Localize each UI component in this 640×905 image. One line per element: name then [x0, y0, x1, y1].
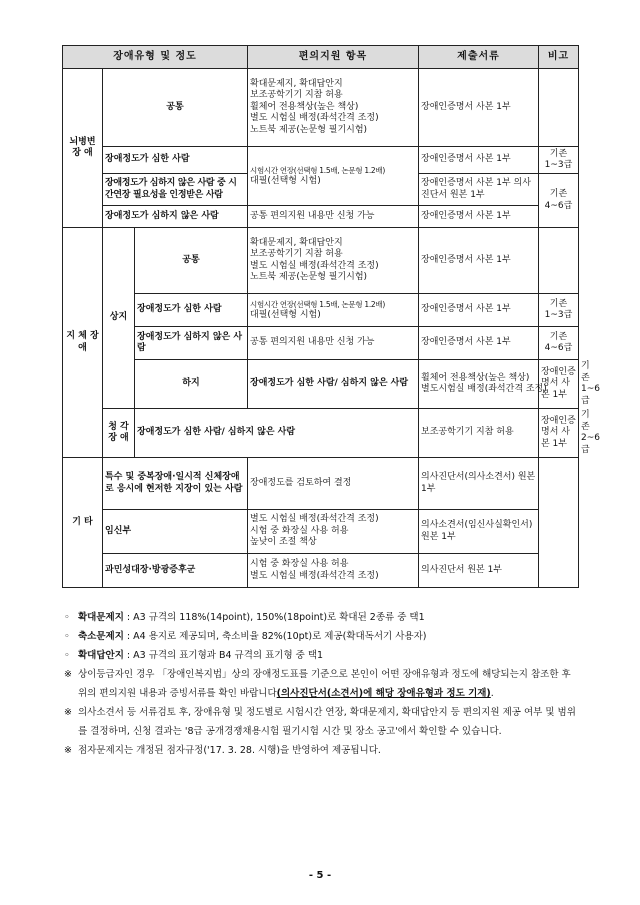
list-item: 보조공학기기 지참 허용	[250, 90, 343, 101]
note-review	[64, 703, 580, 741]
row-label: 장애정도가 심하지 않은 사람	[103, 206, 248, 228]
list-item: 노트북 제공(논문형 필기시험)	[250, 272, 368, 282]
row-label: 장애정도가 심한 사람/ 심하지 않은 사람	[248, 360, 419, 409]
list-item: 별도 시험실 배정(좌석간격 조정)	[250, 514, 379, 525]
note-term: 축소문제지	[78, 631, 124, 642]
list-item: 대필(선택형 시험)	[250, 310, 321, 320]
note-text: 의사소견서 등 서류검토 후, 장애유형 및 정도별로 시험시간 연장, 확대문제지, 확대답안지 등 편의지원 제공 여부 및 범위를 결정하며, 신청 결과는 '8급 공개경쟁채용시험 필기시험 시간 및 장소 공고'에서 확인할 수 있습니다.	[78, 707, 576, 737]
table-row	[63, 554, 579, 588]
list-item: 시험시간 연장(선택형 1.5배, 논문형 1.2배)	[250, 165, 385, 175]
bullet-icon: ◦	[64, 612, 70, 623]
items-cell: 공통 편의지원 내용만 신청 가능	[248, 206, 419, 228]
reference-mark-icon: ※	[64, 669, 72, 680]
items-cell	[248, 147, 419, 206]
note-term: 확대문제지	[78, 612, 124, 623]
note-text: 점자문제지는 개정된 점자규정('17. 3. 28. 시행)을 반영하여 제공됩니다.	[78, 745, 381, 756]
bullet-icon: ◦	[64, 650, 70, 661]
items-cell	[248, 510, 419, 554]
note-braille	[64, 741, 580, 760]
list-item: 별도 시험실 배정(좌석간격 조정)	[250, 113, 379, 124]
docs-cell: 장애인증명서 사본 1부	[419, 147, 539, 174]
table-row	[63, 458, 579, 510]
list-item: 휠체어 전용책상(높은 책상)	[421, 372, 530, 383]
list-item: 시험 중 화장실 사용 허용	[250, 525, 349, 536]
category-limb: 지 체 장 애	[63, 228, 103, 458]
docs-cell: 의사진단서 원본 1부	[419, 554, 539, 588]
items-cell	[248, 554, 419, 588]
table-row	[63, 69, 579, 147]
note-veterans	[64, 665, 580, 703]
items-cell	[248, 228, 419, 294]
list-item: 확대문제지, 확대답안지	[250, 237, 343, 248]
list-item: 시험 중 화장실 사용 허용	[250, 559, 349, 569]
row-label: 공통	[135, 228, 248, 294]
note-text: .	[490, 688, 494, 699]
items-cell: 보조공학기기 지참 허용	[419, 409, 539, 458]
reference-mark-icon: ※	[64, 745, 72, 756]
row-label: 장애정도가 심한 사람	[135, 294, 248, 327]
note-cell	[539, 228, 579, 294]
subcategory-upper: 상지	[103, 228, 135, 409]
note-term: 확대답안지	[78, 650, 124, 661]
category-hearing: 청 각 장 애	[103, 409, 135, 458]
note-text: : A3 규격의 118%(14point), 150%(18point)로 확대된 2종류 중 택1	[123, 612, 425, 623]
items-cell	[419, 360, 547, 409]
list-item: 보조공학기기 지참 허용	[250, 249, 343, 259]
row-label: 장애정도가 심한 사람/ 심하지 않은 사람	[135, 409, 419, 458]
docs-cell: 장애인증명서 사본 1부	[419, 294, 539, 327]
row-label: 임신부	[103, 510, 248, 554]
list-item: 휠체어 전용책상(높은 책상)	[250, 101, 359, 112]
reference-mark-icon: ※	[64, 707, 72, 718]
items-cell: 장애정도를 검토하여 결정	[248, 458, 419, 510]
header-docs: 제출서류	[419, 46, 539, 69]
list-item: 확대문제지, 확대답안지	[250, 78, 343, 89]
note-cell	[539, 458, 579, 588]
note-cell: 기존 1~3급	[539, 294, 579, 327]
items-cell	[248, 294, 419, 327]
note-text: : A4 용지로 제공되며, 축소비율 82%(10pt)로 제공(확대독서기 사용자)	[123, 631, 427, 642]
table-row	[63, 327, 579, 360]
note-cell: 기존 4~6급	[539, 174, 579, 228]
bullet-icon: ◦	[64, 631, 70, 642]
header-note: 비고	[539, 46, 579, 69]
header-items: 편의지원 항목	[248, 46, 419, 69]
table-row: 청 각 장 애 장애정도가 심한 사람/ 심하지 않은 사람 보조공학기기 지참 허용 장애인증명서 사본 1부 기존 2~6급	[63, 409, 579, 458]
docs-cell: 장애인증명서 사본 1부	[419, 206, 539, 228]
items-cell	[248, 69, 419, 147]
docs-cell: 장애인증명서 사본 1부	[539, 409, 579, 458]
note-text: : A3 규격의 표기형과 B4 규격의 표기형 중 택1	[123, 650, 324, 661]
subcategory-lower: 하지	[135, 360, 248, 409]
table-row	[63, 228, 579, 294]
row-label: 공통	[103, 69, 248, 147]
list-item: 대필(선택형 시험)	[250, 176, 321, 186]
docs-cell: 장애인증명서 사본 1부	[419, 327, 539, 360]
note-enlarged-paper	[64, 608, 580, 627]
note-text: 상이등급자인 경우 「장애인복지법」상의 장애정도표를 기준으로 본인이 어떤 장애유형과 정도에 해당되는지 참조한 후 위의 편의지원 내용과 증빙서류를 확인 바랍니다	[78, 669, 571, 699]
note-cell	[539, 69, 579, 147]
table-row	[63, 294, 579, 327]
docs-cell: 장애인증명서 사본 1부	[419, 69, 539, 147]
row-label: 장애정도가 심하지 않은 사람 중 시간연장 필요성을 인정받은 사람	[103, 174, 248, 206]
table-row	[63, 147, 579, 174]
row-label: 과민성대장·방광증후군	[103, 554, 248, 588]
list-item: 높낮이 조절 책상	[250, 537, 317, 548]
support-table	[62, 45, 600, 588]
category-other: 기 타	[63, 458, 103, 588]
note-cell: 기존 4~6급	[539, 327, 579, 360]
list-item: 시험시간 연장(선택형 1.5배, 논문형 1.2배)	[250, 299, 385, 309]
row-label: 특수 및 중복장애·일시적 신체장애로 응시에 현저한 지장이 있는 사람	[103, 458, 248, 510]
note-cell: 기존 1~3급	[539, 147, 579, 174]
list-item: 별도 시험실 배정(좌석간격 조정)	[250, 260, 379, 271]
table-row	[63, 510, 579, 554]
row-label: 장애정도가 심하지 않은 사람	[135, 327, 248, 360]
note-enlarged-answer	[64, 646, 580, 665]
table-row	[63, 206, 579, 228]
docs-cell: 의사진단서(의사소견서) 원본 1부	[419, 458, 539, 510]
list-item: 노트북 제공(논문형 필기시험)	[250, 124, 368, 135]
list-item: 별도시험실 배정(좌석간격 조정)	[421, 384, 547, 394]
row-label: 장애정도가 심한 사람	[103, 147, 248, 174]
note-emphasis: (의사진단서(소견서)에 해당 장애유형과 정도 기재)	[276, 688, 491, 699]
table-row: 하지 장애정도가 심한 사람/ 심하지 않은 사람 휠체어 전용책상(높은 책상) 별도시험실 배정(좌석간격 조정) 장애인증명서 사본 1부 기존 1~6급	[63, 360, 579, 409]
category-brain: 뇌병변 장 애	[63, 69, 103, 228]
page-number: - 5 -	[308, 870, 332, 881]
docs-cell: 장애인증명서 사본 1부	[419, 228, 539, 294]
table-header-row	[63, 46, 579, 69]
docs-cell: 의사소견서(임신사실확인서) 원본 1부	[419, 510, 539, 554]
header-type: 장애유형 및 정도	[63, 46, 248, 69]
list-item: 별도 시험실 배정(좌석간격 조정)	[250, 570, 379, 581]
items-cell: 공통 편의지원 내용만 신청 가능	[248, 327, 419, 360]
note-reduced-paper	[64, 627, 580, 646]
docs-cell: 장애인증명서 사본 1부 의사진단서 원본 1부	[419, 174, 539, 206]
docs-cell: 장애인증명서 사본 1부	[539, 360, 579, 409]
notes-section	[64, 608, 580, 760]
